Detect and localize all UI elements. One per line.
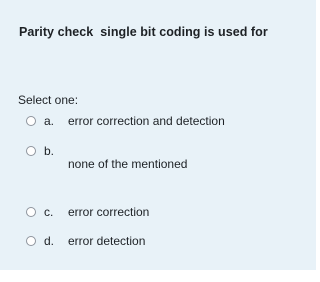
option-letter-c: c. <box>44 205 54 219</box>
option-text-c[interactable]: error correction <box>68 205 150 219</box>
answer-option-c[interactable] <box>26 205 306 223</box>
option-letter-b: b. <box>44 144 55 158</box>
option-text-b[interactable]: none of the mentioned <box>68 157 188 171</box>
radio-button-c[interactable] <box>26 207 36 217</box>
radio-button-b[interactable] <box>26 146 36 156</box>
answer-option-d[interactable] <box>26 234 306 252</box>
option-text-a[interactable]: error correction and detection <box>68 114 225 128</box>
option-text-d[interactable]: error detection <box>68 234 146 248</box>
answer-option-b[interactable] <box>26 144 306 176</box>
question-text: Parity check single bit coding is used for <box>19 25 268 39</box>
radio-button-a[interactable] <box>26 116 36 126</box>
answer-option-a[interactable] <box>26 114 306 132</box>
select-one-label: Select one: <box>18 93 79 107</box>
radio-button-d[interactable] <box>26 236 36 246</box>
option-letter-a: a. <box>44 114 55 128</box>
option-letter-d: d. <box>44 234 55 248</box>
